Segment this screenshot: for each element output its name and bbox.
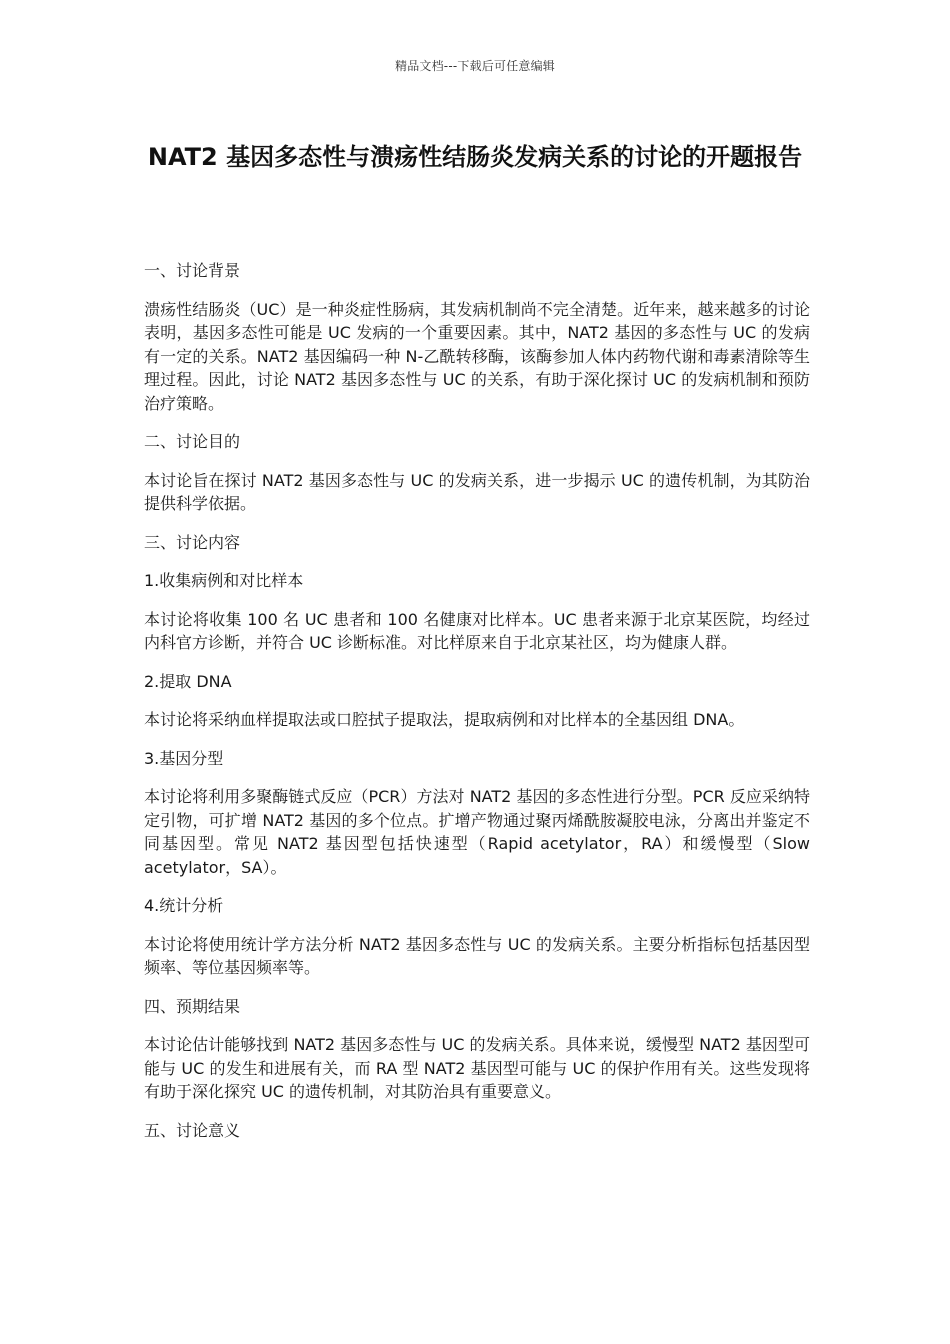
section-heading-expected-results: 四、预期结果	[144, 996, 241, 1016]
subheading-sample-collection: 1.收集病例和对比样本	[144, 571, 304, 590]
document-title: NAT2 基因多态性与溃疡性结肠炎发病关系的讨论的开题报告	[147, 143, 803, 171]
section-heading-content: 三、讨论内容	[144, 532, 241, 552]
document-body	[144, 259, 810, 1157]
subheading-statistics: 4.统计分析	[144, 896, 224, 915]
paragraph-dna-extraction: 本讨论将采纳血样提取法或口腔拭子提取法，提取病例和对比样本的全基因组 DNA。	[144, 710, 745, 729]
subheading-genotyping: 3.基因分型	[144, 748, 224, 768]
paragraph-statistics: 本讨论将使用统计学方法分析 NAT2 基因多态性与 UC 的发病关系。主要分析指标包括基因型频率、等位基因频率等。	[144, 934, 810, 977]
header-note: 精品文档---下载后可任意编辑	[395, 59, 555, 73]
paragraph-genotyping: 本讨论将利用多聚酶链式反应（PCR）方法对 NAT2 基因的多态性进行分型。PCR 反应采纳特定引物，可扩增 NAT2 基因的多个位点。扩增产物通过聚丙烯酰胺凝胶电泳，分离出并鉴定不同基因型。常见 NAT2 基因型包括快速型（Rapid acetylator，RA）和缓慢型（Slow acetylator，SA）。	[144, 787, 810, 877]
paragraph-expected-results: 本讨论估计能够找到 NAT2 基因多态性与 UC 的发病关系。具体来说，缓慢型 NAT2 基因型可能与 UC 的发生和进展有关，而 RA 型 NAT2 基因型可能与 UC 的保护作用有关。这些发现将有助于深化探究 UC 的遗传机制，对其防治具有重要意义。	[144, 1035, 810, 1101]
section-heading-background: 一、讨论背景	[144, 261, 241, 280]
subheading-dna-extraction: 2.提取 DNA	[144, 671, 232, 691]
paragraph-background: 溃疡性结肠炎（UC）是一种炎症性肠病，其发病机制尚不完全清楚。近年来，越来越多的讨论表明，基因多态性可能是 UC 发病的一个重要因素。其中，NAT2 基因的多态性与 UC 的发病有一定的关系。NAT2 基因编码一种 N-乙酰转移酶，该酶参加人体内药物代谢和毒素清除等生理过程。因此，讨论 NAT2 基因多态性与 UC 的关系，有助于深化探讨 UC 的发病机制和预防治疗策略。	[144, 299, 810, 413]
section-heading-purpose: 二、讨论目的	[144, 432, 241, 451]
paragraph-sample-collection: 本讨论将收集 100 名 UC 患者和 100 名健康对比样本。UC 患者来源于北京某医院，均经过内科官方诊断，并符合 UC 诊断标准。对比样原来自于北京某社区，均为健康人群。	[144, 609, 810, 652]
section-heading-significance: 五、讨论意义	[144, 1120, 241, 1140]
paragraph-purpose: 本讨论旨在探讨 NAT2 基因多态性与 UC 的发病关系，进一步揭示 UC 的遗传机制，为其防治提供科学依据。	[144, 470, 810, 513]
